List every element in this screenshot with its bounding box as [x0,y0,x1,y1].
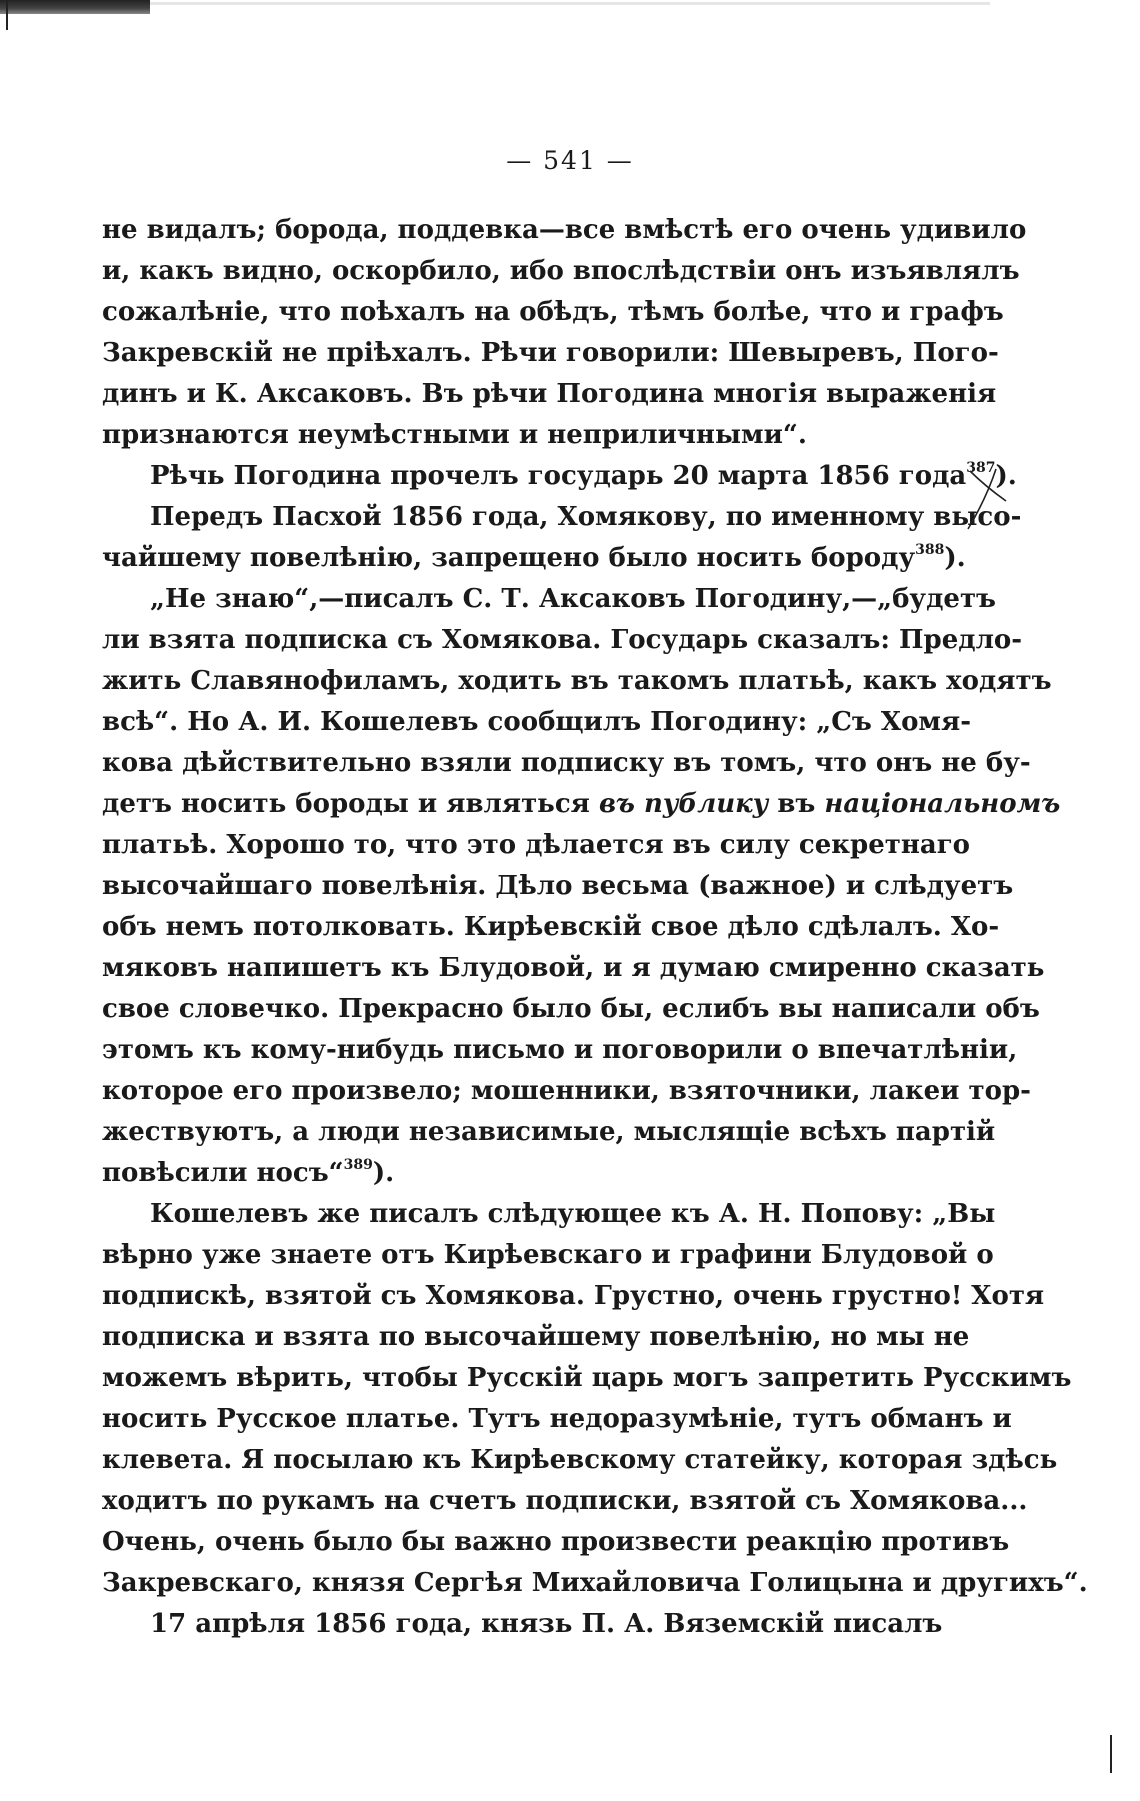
text-line: ли взята подписка съ Хомякова. Государь сказалъ: Предло- [102,625,1023,655]
text-line: объ немъ потолковать. Кирѣевскій свое дѣло сдѣлалъ. Хо- [102,912,1000,942]
footnote-ref: 388 [915,542,945,558]
text-line: и, какъ видно, оскорбило, ибо впослѣдствіи онъ изъявлялъ [102,256,1020,286]
text-line: подписка и взята по высочайшему повелѣнію, но мы не [102,1322,970,1352]
text-line [102,1153,924,1194]
handwritten-cross-mark [966,465,1010,533]
line-text: чайшему повелѣнію, запрещено было носить бороду [102,543,916,573]
text-line: Передъ Пасхой 1856 года, Хомякову, по именному высо- [150,502,1022,532]
text-line: жествуютъ, а люди независимые, мыслящіе всѣхъ партій [102,1117,996,1147]
text-line: динъ и К. Аксаковъ. Въ рѣчи Погодина многія выраженія [102,379,997,409]
text-line: платьѣ. Хорошо то, что это дѣлается въ силу секретнаго [102,830,971,860]
text-line: 17 апрѣля 1856 года, князь П. А. Вяземскій писалъ [150,1609,943,1639]
text-line [102,538,966,579]
text-line: кова дѣйствительно взяли подписку въ томъ, что онъ не бу- [102,748,1031,778]
text-line: можемъ вѣрить, чтобы Русскій царь могъ запретить Русскимъ [102,1363,1072,1393]
footnote-ref: 387 [966,460,996,476]
text-line: свое словечко. Прекрасно было бы, еслибъ вы написали объ [102,994,1040,1024]
page-number: — 541 — [506,146,634,175]
text-line: Закревскій не пріѣхалъ. Рѣчи говорили: Шевыревъ, Пого- [102,338,999,368]
text-line: жить Славянофиламъ, ходить въ такомъ платьѣ, какъ ходятъ [102,666,1052,696]
text-line: сожалѣніе, что поѣхалъ на обѣдъ, тѣмъ болѣе, что и графъ [102,297,1004,327]
line-text: детъ носить бороды и являться [102,789,590,819]
line-text: повѣсили носъ“ [102,1158,344,1188]
footnote-ref: 389 [343,1157,373,1173]
text-line: Кошелевъ же писалъ слѣдующее къ А. Н. Попову: „Вы [150,1199,996,1229]
text-line: высочайшаго повелѣнія. Дѣло весьма (важное) и слѣдуетъ [102,871,1014,901]
line-text: въ [777,789,816,819]
text-line: ходитъ по рукамъ на счетъ подписки, взятой съ Хомякова... [102,1486,1028,1516]
text-line: признаются неумѣстными и неприличными“. [102,420,807,450]
scan-artifact-right-edge [1110,1735,1112,1773]
italic-text: въ публику [598,789,769,819]
text-line [102,456,1017,497]
text-line: мяковъ напишетъ къ Блудовой, и я думаю смиренно сказать [102,953,1045,983]
body-text [102,210,1088,1645]
text-line: Закревскаго, князя Сергѣя Михайловича Голицына и другихъ“. [102,1568,1088,1598]
text-line: „Не знаю“,—писалъ С. Т. Аксаковъ Погодину,—„будетъ [150,584,997,614]
line-text: Рѣчь Погодина прочелъ государь 20 марта 1856 года [150,461,967,491]
italic-text: національномъ [824,789,1061,819]
text-line: вѣрно уже знаете отъ Кирѣевскаго и графини Блудовой о [102,1240,994,1270]
closing-paren: ). [944,543,966,573]
text-line: всѣ“. Но А. И. Кошелевъ сообщилъ Погодину: „Съ Хомя- [102,707,972,737]
text-line: носить Русское платье. Тутъ недоразумѣніе, тутъ обманъ и [102,1404,1012,1434]
text-line: подпискѣ, взятой съ Хомякова. Грустно, очень грустно! Хотя [102,1281,1045,1311]
text-line: не видалъ; борода, поддевка—все вмѣстѣ его очень удивило [102,215,1027,245]
scan-artifact-left-edge [6,0,8,30]
text-line: Очень, очень было бы важно произвести реакцію противъ [102,1527,1010,1557]
text-line: которое его произвело; мошенники, взяточники, лакеи тор- [102,1076,1031,1106]
closing-paren: ). [372,1158,395,1188]
closing-paren: ). [995,461,1017,491]
scan-artifact-top [150,2,990,5]
scan-artifact-top-left [0,0,150,14]
text-line: этомъ къ кому-нибудь письмо и поговорили о впечатлѣніи, [102,1035,1018,1065]
text-line [102,784,1061,825]
text-line: клевета. Я посылаю къ Кирѣевскому статейку, которая здѣсь [102,1445,1058,1475]
